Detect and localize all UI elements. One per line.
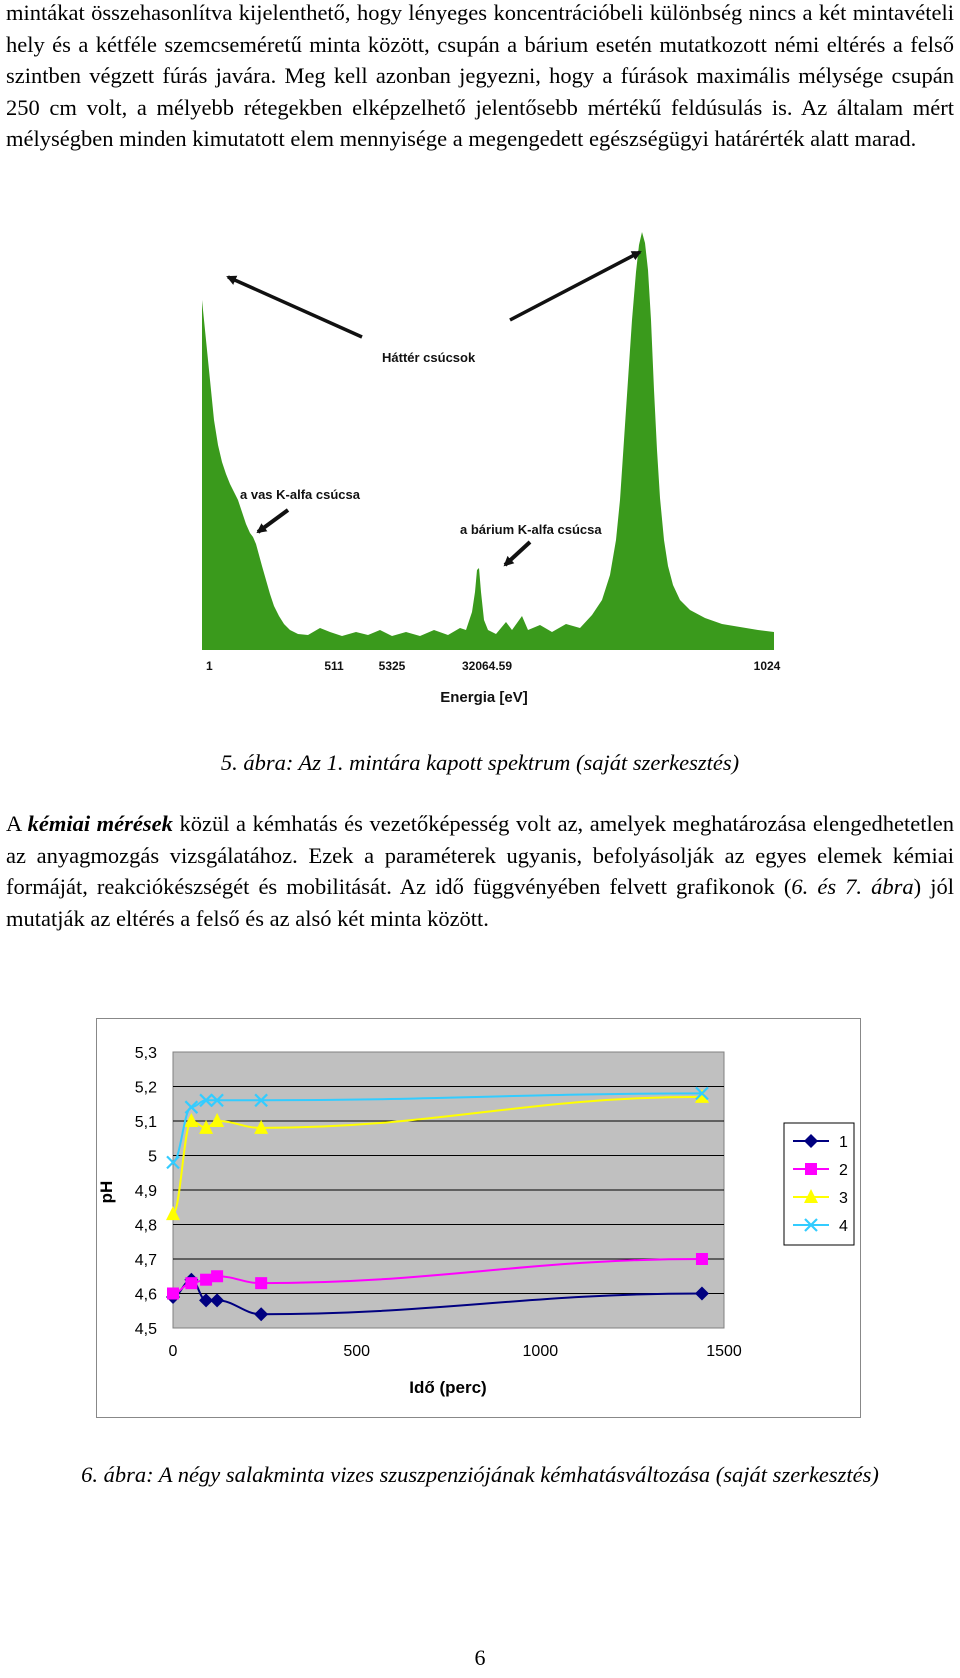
y-tick-label: 5 xyxy=(148,1148,157,1166)
legend-label-4: 4 xyxy=(839,1218,848,1235)
spectrum-figure xyxy=(0,230,960,710)
paragraph-1: mintákat összehasonlítva kijelenthető, hogy lényeges koncentrációbeli különbség nincs a két mintavételi hely és a kétféle szemcseméretű minta között, csupán a bárium esetén mutatkozott némi eltérés a felső szintben végzett fúrás javára. Meg kell azonban jegyezni, hogy a fúrások maximális mélysége csupán 250 cm volt, a mélyebb rétegekben elképzelhető jelentősebb mértékű feldúsulás is. Az általam mért mélységben minden kimutatott elem mennyisége a megengedett egészségügyi határérték alatt marad. xyxy=(6,0,954,151)
x-tick-label: 1500 xyxy=(706,1343,742,1360)
data-point-2 xyxy=(200,1274,212,1286)
legend-label-2: 2 xyxy=(839,1162,848,1179)
x-tick-label: 500 xyxy=(343,1343,371,1360)
spectrum-tick-label: 1 xyxy=(206,659,213,673)
label-iron-peak: a vas K-alfa csúcsa xyxy=(240,487,360,502)
data-point-2 xyxy=(211,1270,223,1282)
arrow-background-left xyxy=(228,277,362,337)
spectrum-axis-title: Energia [eV] xyxy=(440,689,528,706)
arrow-background-right xyxy=(510,252,640,320)
y-tick-label: 4,9 xyxy=(134,1183,157,1200)
spectrum-tick-label: 5325 xyxy=(378,659,406,673)
data-point-2 xyxy=(167,1288,179,1300)
data-point-2 xyxy=(255,1277,267,1289)
y-tick-label: 5,3 xyxy=(134,1045,157,1062)
paragraph-2 xyxy=(6,808,954,934)
paragraph-2-tail: ) jól mutatják az eltérés a felső és az alsó két minta között. xyxy=(6,874,954,931)
y-tick-label: 4,7 xyxy=(134,1252,157,1269)
arrow-barium xyxy=(505,542,530,565)
arrow-iron xyxy=(258,510,288,532)
figure-5-caption: 5. ábra: Az 1. mintára kapott spektrum (saját szerkesztés) xyxy=(220,750,740,775)
spectrum-curve xyxy=(202,232,774,650)
page-number: 6 xyxy=(474,1645,486,1670)
ph-line-chart xyxy=(96,1018,861,1418)
figure-6-caption: 6. ábra: A négy salakminta vizes szuszpenziójának kémhatásváltozása (saját szerkesztés) xyxy=(81,1462,879,1487)
x-tick-label: 1000 xyxy=(522,1343,559,1360)
figure-reference: 6. és 7. ábra xyxy=(791,874,914,899)
y-tick-labels xyxy=(135,1045,157,1338)
paragraph-2-emphasis: kémiai mérések xyxy=(27,811,173,836)
y-tick-label: 4,8 xyxy=(134,1217,157,1235)
y-axis-title: pH xyxy=(97,1180,116,1204)
data-point-2 xyxy=(696,1253,708,1265)
y-tick-label: 5,1 xyxy=(134,1114,157,1131)
y-tick-label: 4,5 xyxy=(134,1321,157,1338)
data-point-2 xyxy=(185,1277,197,1289)
label-barium-peak: a bárium K-alfa csúcsa xyxy=(460,522,602,537)
y-tick-label: 4,6 xyxy=(134,1286,157,1304)
spectrum-tick-label: 32064.59 xyxy=(461,659,513,673)
spectrum-tick-label: 1024 xyxy=(753,659,781,673)
legend-label-3: 3 xyxy=(839,1190,848,1207)
legend-marker-2 xyxy=(805,1163,817,1175)
paragraph-2-lead: A xyxy=(6,811,28,836)
legend-label-1: 1 xyxy=(839,1134,848,1151)
x-tick-label: 0 xyxy=(168,1343,178,1360)
spectrum-tick-label: 511 xyxy=(324,659,344,673)
y-tick-label: 5,2 xyxy=(134,1079,157,1097)
paragraph-2-body: közül a kémhatás és vezetőképesség volt az, amelyek meghatározása elengedhetetlen az anyagmozgás vizsgálatához. Ezek a paraméterek ugyanis, befolyásolják az egyes elemek kémiai formáját, reakciókészségét és mobilitását. Az idő függvényében felvett grafikonok ( xyxy=(6,811,954,899)
label-background-peaks: Háttér csúcsok xyxy=(382,350,476,365)
x-axis-title: Idő (perc) xyxy=(409,1378,487,1397)
